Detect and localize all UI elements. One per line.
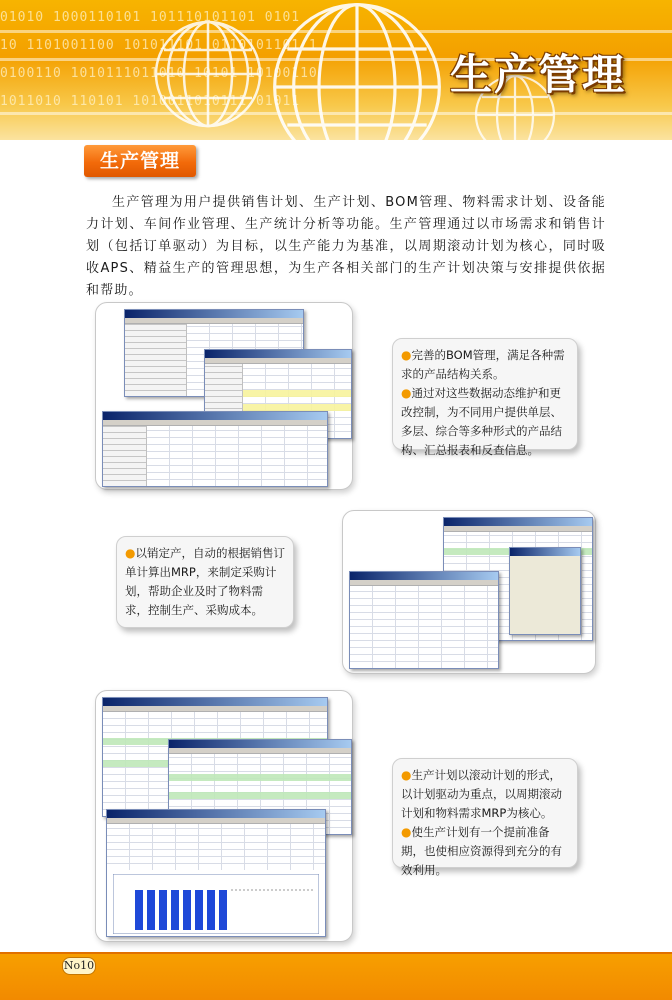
feature-bullet: ●生产计划以滚动计划的形式，以计划驱动为重点，以周期滚动计划和物料需求MRP为核心。 (401, 768, 562, 820)
section-tag: 生产管理 (84, 145, 196, 177)
bullet-icon: ● (401, 348, 412, 362)
feature-bullet: ●以销定产，自动的根据销售订单计算出MRP，来制定采购计划，帮助企业及时了物料需求，控制生产、采购成本。 (125, 546, 285, 617)
feature-callout-mrp (116, 536, 294, 628)
bullet-icon: ● (401, 768, 412, 782)
screenshot-frame-bom (95, 302, 353, 490)
globe-icon (262, 0, 452, 140)
globe-icon (148, 14, 268, 134)
header-banner (0, 0, 672, 140)
binary-decoration: 1011010 110101 1010011010111 01011 (0, 94, 301, 109)
bullet-icon: ● (401, 825, 412, 839)
bullet-icon: ● (401, 386, 412, 400)
purchase-plan-window (349, 571, 499, 669)
mrp-options-dialog (509, 547, 581, 635)
capacity-chart-window (106, 809, 326, 937)
page-number: No10 (62, 957, 96, 975)
bom-cost-window (102, 411, 328, 487)
binary-decoration: 10 1101001100 101011101 0110101101 1 (0, 38, 318, 53)
bullet-icon: ● (125, 546, 136, 560)
capacity-bar-chart (113, 874, 319, 934)
screenshot-frame-plan (95, 690, 353, 942)
screenshot-frame-mrp (342, 510, 596, 674)
feature-bullet: ●完善的BOM管理，满足各种需求的产品结构关系。 (401, 348, 565, 381)
binary-decoration: 0100110 1010111011010 10101 10100110 (0, 66, 318, 81)
feature-bullet: ●通过对这些数据动态维护和更改控制，为不同用户提供单层、多层、综合等多种形式的产品结构、汇总报表和反查信息。 (401, 386, 562, 457)
intro-paragraph: 生产管理为用户提供销售计划、生产计划、BOM管理、物料需求计划、设备能力计划、车间作业管理、生产统计分析等功能。生产管理通过以市场需求和销售计划（包括订单驱动）为目标，以生产能力为基准，以周期滚动计划为核心，同时吸收APS、精益生产的管理思想，为生产各相关部门的生产计划决策与安排提供依据和帮助。 (86, 195, 606, 298)
feature-callout-plan (392, 758, 578, 877)
page-title: 生产管理 (449, 50, 626, 99)
footer-divider (0, 952, 672, 954)
feature-callout-bom (392, 338, 578, 457)
binary-decoration: 01010 1000110101 101110101101 0101 (0, 10, 301, 25)
footer-bar (0, 952, 672, 1000)
feature-bullet: ●使生产计划有一个提前准备期，也使相应资源得到充分的有效利用。 (401, 825, 562, 877)
